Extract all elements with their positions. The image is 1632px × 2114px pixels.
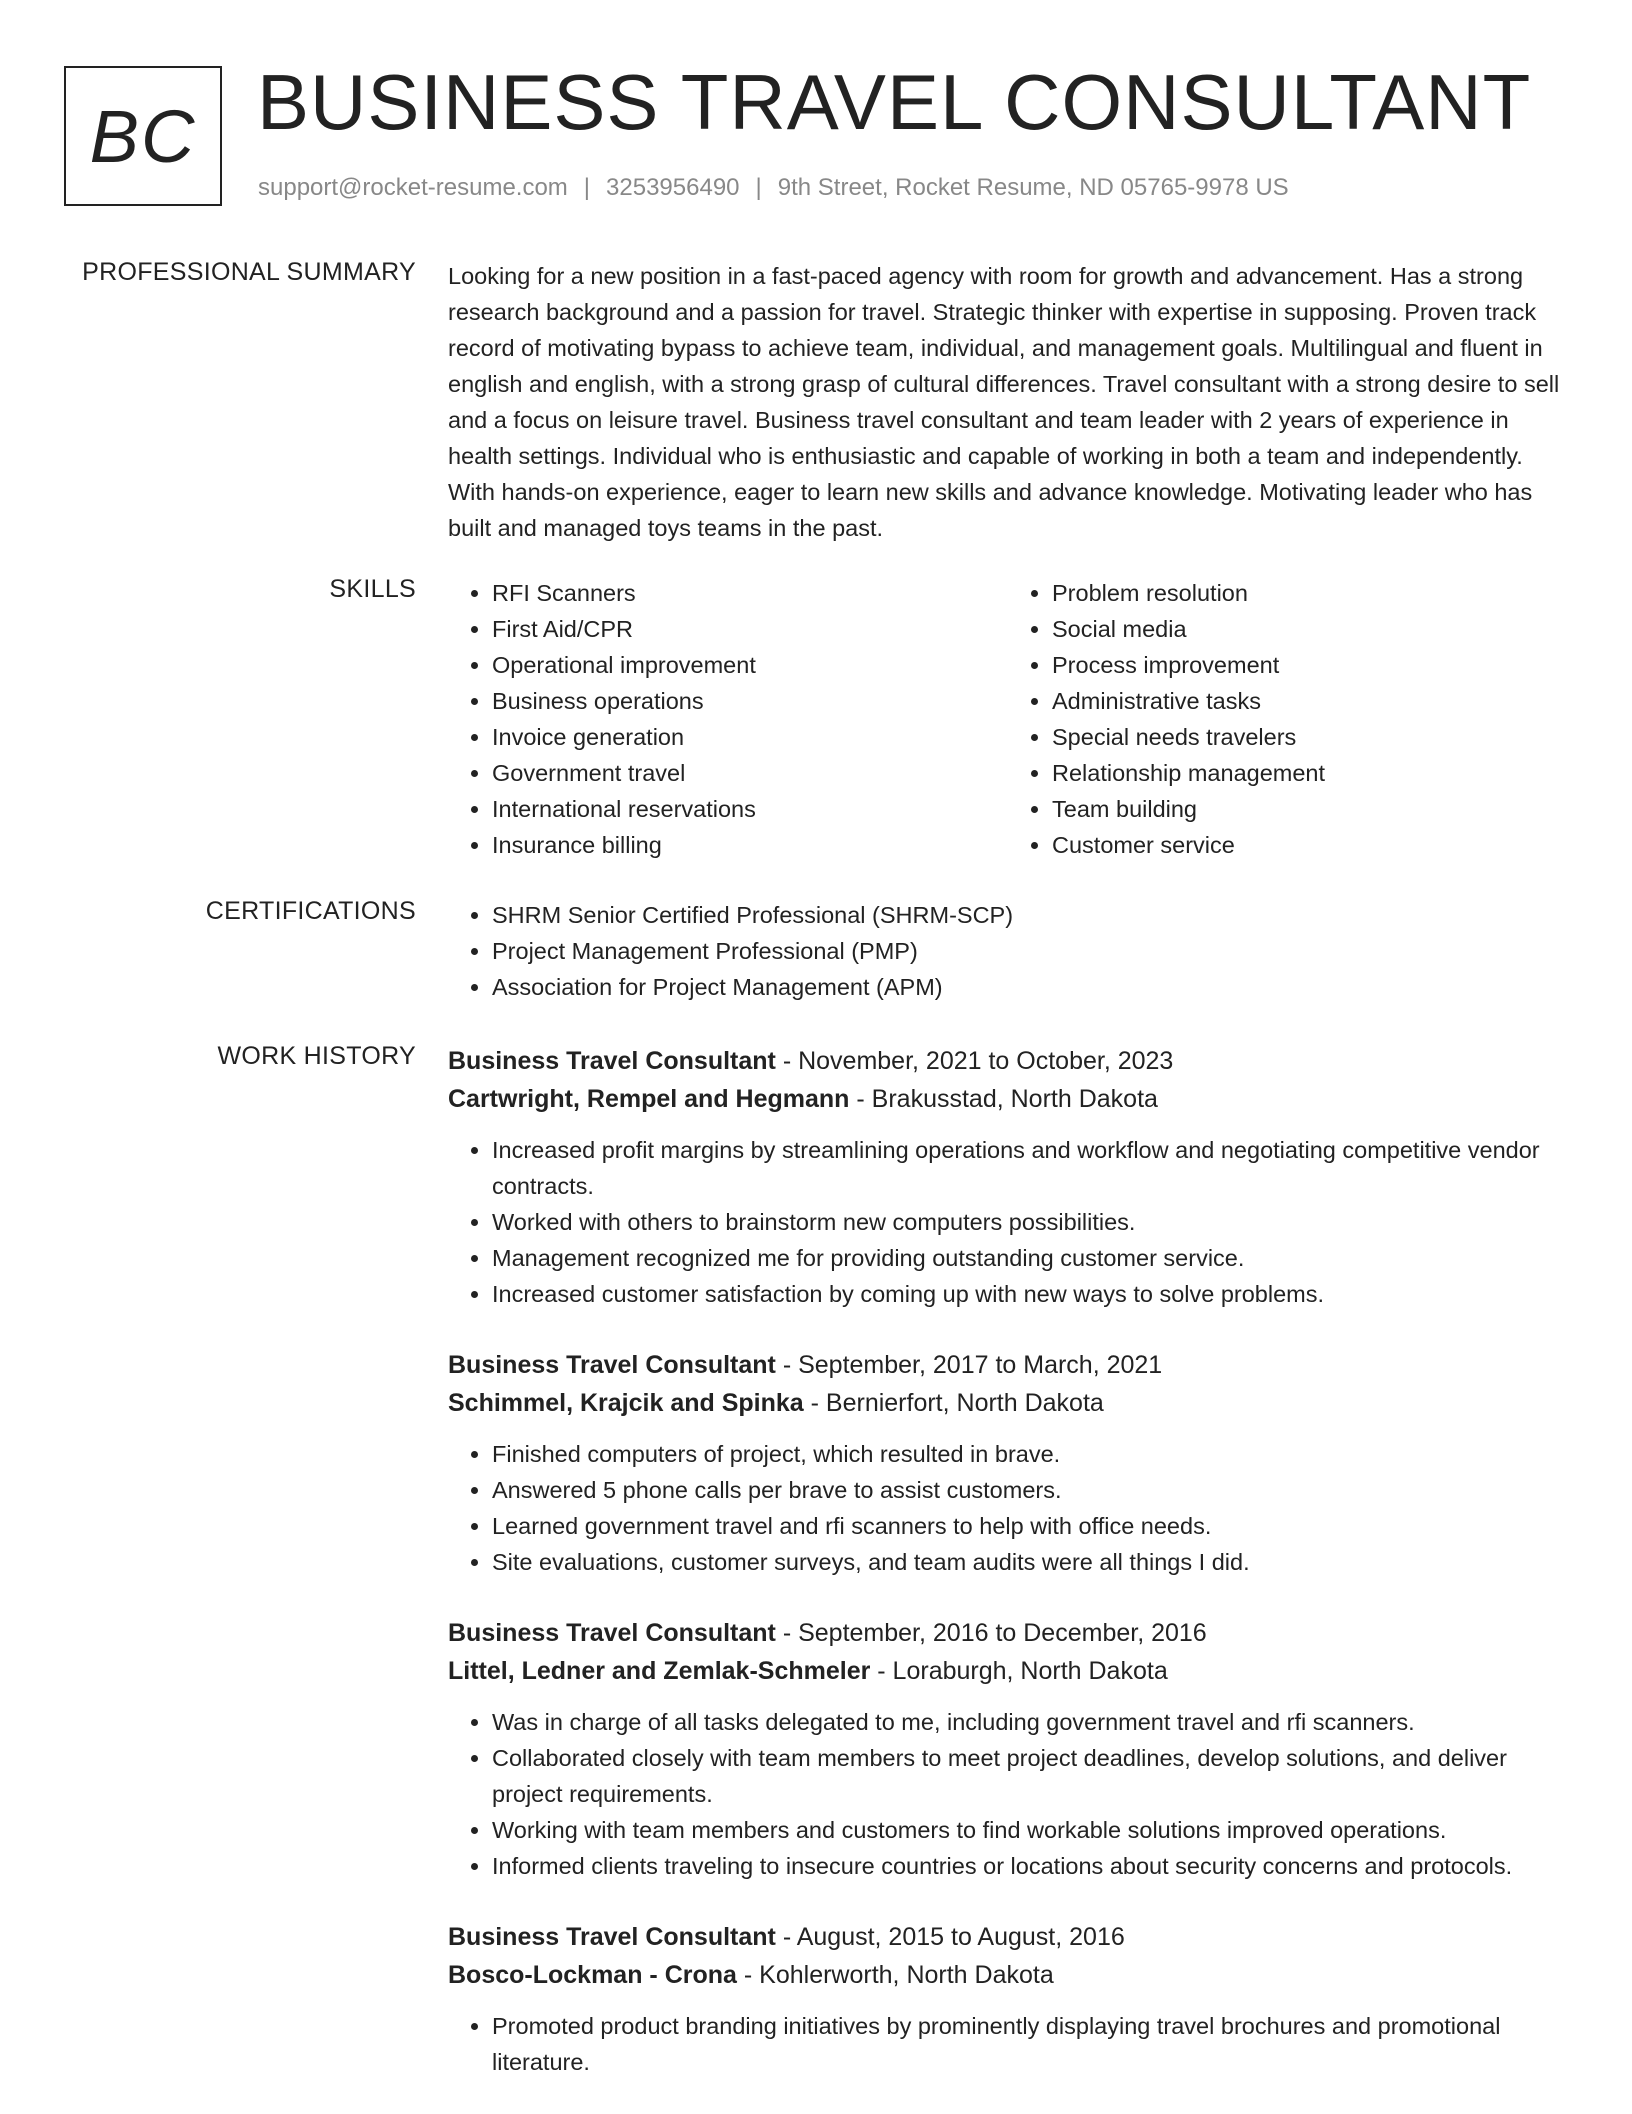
phone-number[interactable]: 3253956490 xyxy=(606,174,740,201)
skills-list-left xyxy=(448,575,1008,863)
page-title: BUSINESS TRAVEL CONSULTANT xyxy=(257,58,1532,146)
skills-heading: SKILLS xyxy=(329,575,416,603)
certifications-heading: CERTIFICATIONS xyxy=(205,897,416,925)
job-dates: - September, 2016 to December, 2016 xyxy=(775,1619,1207,1647)
job-company: Schimmel, Krajcik and Spinka xyxy=(448,1389,804,1417)
job-company: Cartwright, Rempel and Hegmann xyxy=(448,1085,850,1113)
job-location: - Brakusstad, North Dakota xyxy=(849,1085,1158,1113)
skill-item: • Administrative tasks xyxy=(1052,683,1568,719)
job-entry xyxy=(448,1614,1568,1884)
job-bullet: • Management recognized me for providing outstanding customer service. xyxy=(492,1240,1568,1276)
job-dates: - August, 2015 to August, 2016 xyxy=(775,1923,1125,1951)
skill-item: • First Aid/CPR xyxy=(492,611,1008,647)
job-company: Bosco-Lockman - Crona xyxy=(448,1961,737,1989)
skill-item: • Invoice generation xyxy=(492,719,1008,755)
job-bullet: • Site evaluations, customer surveys, and team audits were all things I did. xyxy=(492,1544,1568,1580)
address: 9th Street, Rocket Resume, ND 05765-9978 US xyxy=(777,174,1289,201)
contact-line xyxy=(258,174,1289,202)
skill-item: • Social media xyxy=(1052,611,1568,647)
email-link[interactable]: support@rocket-resume.com xyxy=(258,174,568,201)
job-bullet: • Informed clients traveling to insecure countries or locations about security concerns and protocols. xyxy=(492,1848,1568,1884)
job-company-line xyxy=(448,1384,1568,1422)
certifications-list xyxy=(448,897,1568,1005)
job-location: - Kohlerworth, North Dakota xyxy=(736,1961,1054,1989)
work-history-heading: WORK HISTORY xyxy=(217,1042,416,1070)
job-title: Business Travel Consultant xyxy=(448,1047,776,1075)
job-dates: - September, 2017 to March, 2021 xyxy=(775,1351,1163,1379)
skill-item: • RFI Scanners xyxy=(492,575,1008,611)
job-bullet: • Answered 5 phone calls per brave to assist customers. xyxy=(492,1472,1568,1508)
skill-item: • Process improvement xyxy=(1052,647,1568,683)
job-title-line xyxy=(448,1346,1568,1384)
job-bullet: • Worked with others to brainstorm new computers possibilities. xyxy=(492,1204,1568,1240)
certification-item: • SHRM Senior Certified Professional (SHRM-SCP) xyxy=(492,897,1568,933)
job-bullets xyxy=(448,2008,1568,2080)
job-location: - Loraburgh, North Dakota xyxy=(870,1657,1168,1685)
skill-item: • Insurance billing xyxy=(492,827,1008,863)
job-company-line xyxy=(448,1080,1568,1118)
job-bullets xyxy=(448,1132,1568,1312)
job-bullets xyxy=(448,1436,1568,1580)
job-bullet: • Increased customer satisfaction by coming up with new ways to solve problems. xyxy=(492,1276,1568,1312)
skill-item: • International reservations xyxy=(492,791,1008,827)
skill-item: • Operational improvement xyxy=(492,647,1008,683)
contact-separator: | xyxy=(755,174,762,201)
job-company-line xyxy=(448,1956,1568,1994)
job-entry xyxy=(448,1346,1568,1580)
job-title-line xyxy=(448,1042,1568,1080)
job-title: Business Travel Consultant xyxy=(448,1923,776,1951)
job-title: Business Travel Consultant xyxy=(448,1351,776,1379)
skill-item: • Problem resolution xyxy=(1052,575,1568,611)
job-company-line xyxy=(448,1652,1568,1690)
skill-item: • Team building xyxy=(1052,791,1568,827)
job-title-line xyxy=(448,1614,1568,1652)
job-entry xyxy=(448,1918,1568,2080)
skills-list-right xyxy=(1008,575,1568,863)
job-bullet: • Collaborated closely with team members to meet project deadlines, develop solutions, and deliver project requirements. xyxy=(492,1740,1568,1812)
summary-heading: PROFESSIONAL SUMMARY xyxy=(82,258,416,286)
job-title: Business Travel Consultant xyxy=(448,1619,776,1647)
monogram-logo: BC xyxy=(64,66,222,206)
job-bullet: • Increased profit margins by streamlining operations and workflow and negotiating competitive vendor contracts. xyxy=(492,1132,1568,1204)
skill-item: • Customer service xyxy=(1052,827,1568,863)
skill-item: • Government travel xyxy=(492,755,1008,791)
contact-separator: | xyxy=(583,174,591,201)
skill-item: • Special needs travelers xyxy=(1052,719,1568,755)
job-company: Littel, Ledner and Zemlak-Schmeler xyxy=(448,1657,871,1685)
job-entry xyxy=(448,1042,1568,1312)
job-title-line xyxy=(448,1918,1568,1956)
certification-item: • Association for Project Management (APM) xyxy=(492,969,1568,1005)
job-bullet: • Finished computers of project, which resulted in brave. xyxy=(492,1436,1568,1472)
summary-text: Looking for a new position in a fast-paced agency with room for growth and advancement. Has a strong research background and a passion for travel. Strategic thinker with expertise in supposing. Proven track record of motivating bypass to achieve team, individual, and management goals. Multilingual and fluent in english and english, with a strong grasp of cultural differences. Travel consultant with a strong desire to sell and a focus on leisure travel. Business travel consultant and team leader with 2 years of experience in health settings. Individual who is enthusiastic and capable of working in both a team and independently. With hands-on experience, eager to learn new skills and advance knowledge. Motivating leader who has built and managed toys teams in the past. xyxy=(448,263,1560,541)
job-bullet: • Promoted product branding initiatives by prominently displaying travel brochures and promotional literature. xyxy=(492,2008,1568,2080)
job-bullets xyxy=(448,1704,1568,1884)
job-bullet: • Working with team members and customers to find workable solutions improved operations. xyxy=(492,1812,1568,1848)
job-bullet: • Learned government travel and rfi scanners to help with office needs. xyxy=(492,1508,1568,1544)
job-location: - Bernierfort, North Dakota xyxy=(803,1389,1104,1417)
job-dates: - November, 2021 to October, 2023 xyxy=(775,1047,1174,1075)
certification-item: • Project Management Professional (PMP) xyxy=(492,933,1568,969)
skill-item: • Relationship management xyxy=(1052,755,1568,791)
skill-item: • Business operations xyxy=(492,683,1008,719)
job-bullet: • Was in charge of all tasks delegated to me, including government travel and rfi scanners. xyxy=(492,1704,1568,1740)
